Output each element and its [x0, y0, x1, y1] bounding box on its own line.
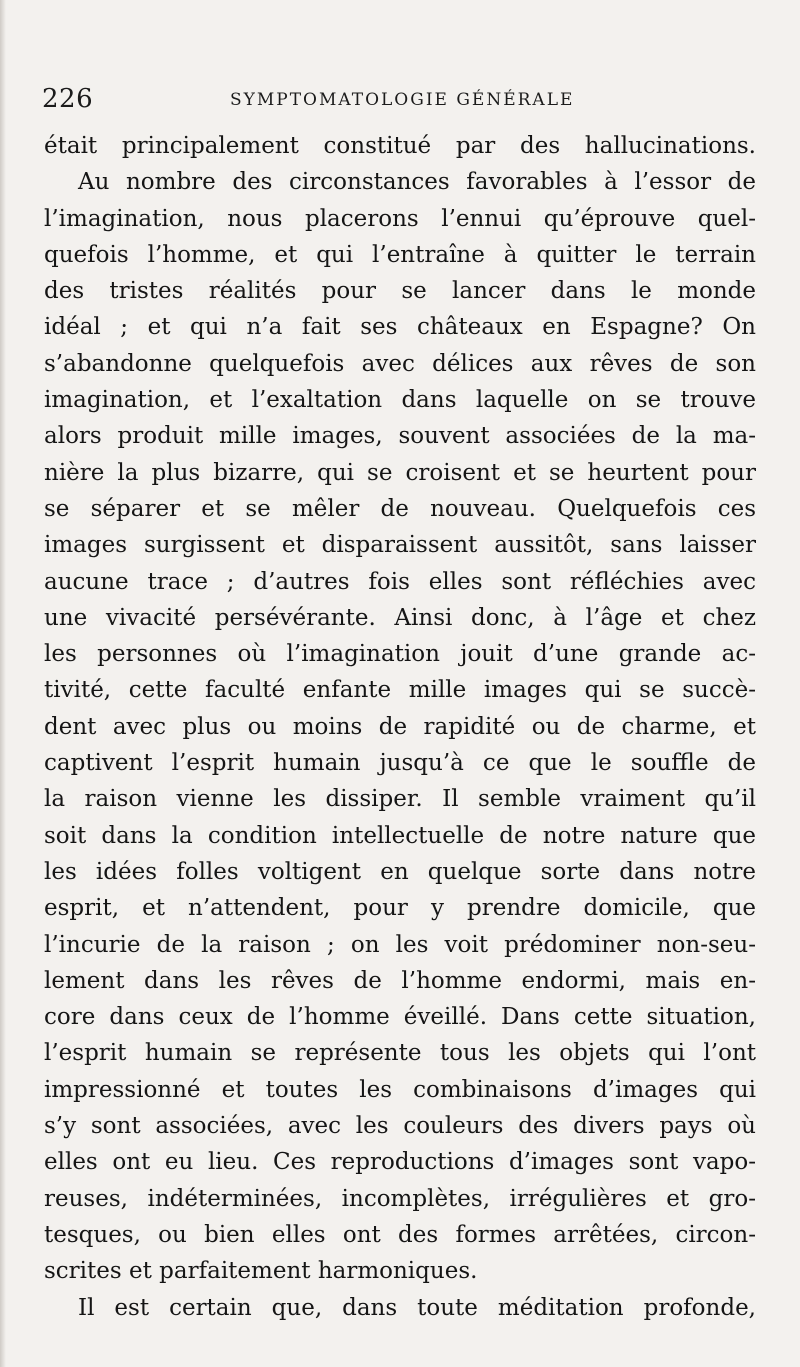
text-line: reuses, indéterminées, incomplètes, irrégulières et gro- [44, 1185, 756, 1212]
text-line: soit dans la condition intellectuelle de notre nature que [44, 822, 756, 849]
text-line: était principalement constitué par des hallucinations. [44, 133, 756, 159]
text-line: les personnes où l’imagination jouit d’une grande ac- [44, 641, 756, 668]
text-line: aucune trace ; d’autres fois elles sont réfléchies avec [44, 568, 756, 595]
text-line: imagination, et l’exaltation dans laquelle on se trouve [44, 387, 756, 414]
page-gutter-shadow [0, 0, 6, 1367]
text-line: Au nombre des circonstances favorables à l’essor de [78, 169, 756, 196]
text-line: l’incurie de la raison ; on les voit prédominer non-seu- [44, 931, 756, 958]
running-head [42, 84, 762, 114]
text-line: la raison vienne les dissiper. Il semble vraiment qu’il [44, 786, 756, 813]
text-line: quefois l’homme, et qui l’entraîne à quitter le terrain [44, 241, 756, 268]
text-line: nière la plus bizarre, qui se croisent et se heurtent pour [44, 459, 756, 486]
running-head-title: SYMPTOMATOLOGIE GÉNÉRALE [230, 90, 575, 110]
text-line: dent avec plus ou moins de rapidité ou de charme, et [44, 713, 756, 740]
text-line: idéal ; et qui n’a fait ses châteaux en Espagne? On [44, 314, 756, 341]
text-line: s’abandonne quelquefois avec délices aux rêves de son [44, 350, 756, 377]
text-line: l’imagination, nous placerons l’ennui qu’éprouve quel- [44, 205, 756, 232]
text-line: elles ont eu lieu. Ces reproductions d’images sont vapo- [44, 1149, 756, 1176]
text-line: tivité, cette faculté enfante mille images qui se succè- [44, 677, 756, 704]
text-line: esprit, et n’attendent, pour y prendre domicile, que [44, 895, 756, 922]
text-line: l’esprit humain se représente tous les objets qui l’ont [44, 1040, 756, 1067]
text-line: impressionné et toutes les combinaisons d’images qui [44, 1076, 756, 1103]
text-line: alors produit mille images, souvent associées de la ma- [44, 423, 756, 450]
text-line: scrites et parfaitement harmoniques. [44, 1258, 478, 1285]
text-line: tesques, ou bien elles ont des formes arrêtées, circon- [44, 1221, 756, 1248]
text-line: une vivacité persévérante. Ainsi donc, à l’âge et chez [44, 604, 756, 631]
text-line: lement dans les rêves de l’homme endormi, mais en- [44, 967, 756, 994]
page-number: 226 [42, 84, 94, 114]
body-text [44, 128, 756, 1326]
text-line: images surgissent et disparaissent aussitôt, sans laisser [44, 532, 756, 559]
text-line: des tristes réalités pour se lancer dans le monde [44, 278, 756, 305]
text-line: Il est certain que, dans toute méditation profonde, [78, 1294, 756, 1321]
text-line: se séparer et se mêler de nouveau. Quelquefois ces [44, 495, 756, 522]
text-line: les idées folles voltigent en quelque sorte dans notre [44, 858, 756, 885]
text-line: captivent l’esprit humain jusqu’à ce que le souffle de [44, 750, 756, 777]
text-line: core dans ceux de l’homme éveillé. Dans cette situation, [44, 1004, 756, 1031]
text-line: s’y sont associées, avec les couleurs des divers pays où [44, 1113, 756, 1140]
